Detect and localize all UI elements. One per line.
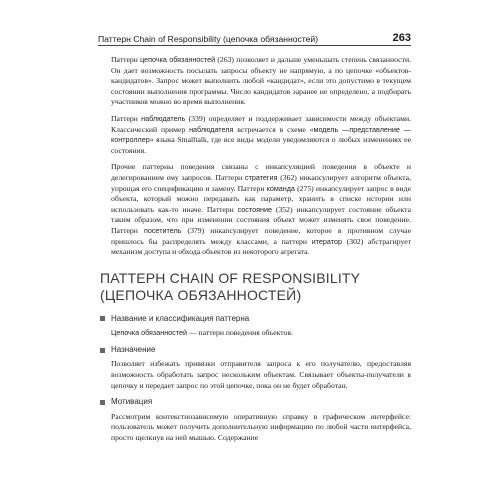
page-body <box>100 55 412 450</box>
section-heading-intent <box>100 345 411 356</box>
section-heading-text: Мотивация <box>111 397 153 407</box>
term-command: команда <box>266 183 295 193</box>
term-iterator: итератор <box>311 236 342 246</box>
term-observer-2: наблюдателя <box>189 124 234 134</box>
term-chain: цепочка обязанностей <box>140 55 216 64</box>
section-heading-motivation <box>100 397 411 408</box>
text-run: Паттерн <box>111 113 142 123</box>
paragraph-observer <box>111 114 411 156</box>
chapter-title <box>100 270 411 304</box>
paragraph-intent: Позволяет избежать привязки отправителя запроса к его получателю, предоставляя возможность обработать запрос нескольким объектам. Связывает объекты-получатели в цепочку и передает запрос по этой цепочке, пока он не будет обработан. <box>111 359 411 390</box>
term-mvc: модель —представление — контроллер <box>111 124 411 145</box>
text-run: (339) определяет и поддерживает зависимости между объектами. Классический пример <box>111 113 411 134</box>
text-run: (302) абстрагирует механизм доступа и обхода объектов из некоторого агрегата. <box>111 236 411 257</box>
term-state: состояние <box>237 204 272 214</box>
term-observer: наблюдатель <box>141 113 186 123</box>
section-heading-text: Назначение <box>111 344 156 354</box>
term-strategy: стратегия <box>245 172 278 182</box>
paragraph-classification <box>111 328 411 339</box>
chapter-title-line-2: (ЦЕПОЧКА ОБЯЗАННОСТЕЙ) <box>100 286 302 303</box>
text-run: — паттерн поведения объектов. <box>186 328 293 338</box>
text-run: Паттерн <box>111 55 141 64</box>
paragraph-motivation: Рассмотрим контекстнозависимую оперативную справку в графическом интерфейсе: пользователь может получить дополнительную информацию по любой части интерфейса, просто щелкнув на ней мышью. Содержание <box>111 411 411 443</box>
header-rule <box>98 45 411 46</box>
section-heading-classification <box>100 314 411 325</box>
square-bullet-icon <box>100 400 105 405</box>
square-bullet-icon <box>100 348 105 353</box>
text-run: » языка Smalltalk, где все виды модели уведомляются о любых изменениях ее состояния. <box>111 135 411 155</box>
page-number: 263 <box>392 32 411 44</box>
text-run: Прочие паттерны поведения связаны с инкапсуляцией поведения в объекте и делегированием ему запросов. Паттерн <box>111 162 411 182</box>
section-heading-text: Название и классификация паттерна <box>111 313 250 323</box>
term-visitor: посетитель <box>143 225 182 235</box>
text-run: встречается в схеме « <box>233 124 314 134</box>
text-run: (362) инкапсулирует алгоритм объекта, упрощая его спецификацию и замену. Паттерн <box>111 172 411 193</box>
text-run: (352) инкапсулирует состояние объекта таким образом, что при изменении состояния объект может изменять свое поведение. Паттерн <box>111 204 412 235</box>
chapter-title-line-1: ПАТТЕРН CHAIN OF RESPONSIBILITY <box>100 269 361 286</box>
term-chain-name: Цепочка обязанностей <box>111 328 187 338</box>
running-title: Паттерн Chain of Responsibility (цепочка обязанностей) <box>98 34 319 44</box>
paragraph-chain-intro <box>111 55 411 108</box>
running-head <box>98 28 411 44</box>
paragraph-other-patterns <box>111 162 411 257</box>
square-bullet-icon <box>100 316 105 321</box>
text-run: (275) инкапсулирует запрос в виде объекта, который можно передавать как параметр, хранить в списке истории или использовать как-то иначе. Паттерн <box>111 183 411 214</box>
text-run: (263) позволяет и дальше уменьшать степень связанности. Он дает возможность посылать запросы объекту не напрямую, а по цепочке «объектов-кандидатов». Запрос может выполнить любой «кандидат», если это допустимо в текущем состоянии выполнения программы. Число кандидатов заранее не определено, а подбирать участников можно во время выполнения. <box>111 55 411 107</box>
text-run: (379) инкапсулирует поведение, которое в противном случае пришлось бы распределять между классами, а паттерн <box>111 225 411 246</box>
